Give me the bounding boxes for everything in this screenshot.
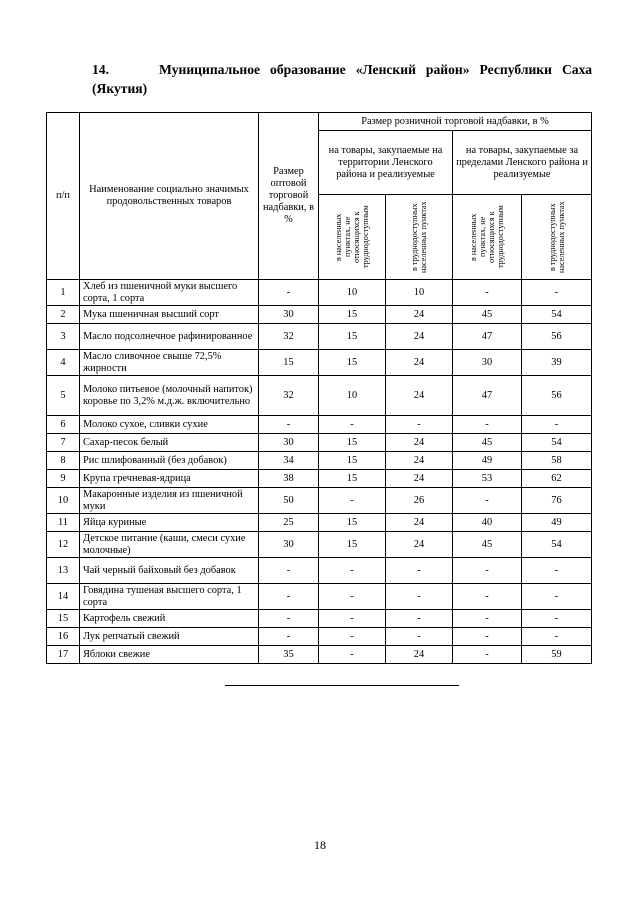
header-inside: на товары, закупаемые на территории Ленского района и реализуемые bbox=[319, 131, 453, 195]
cell-out-rem: 59 bbox=[522, 646, 592, 664]
cell-out-reg: 45 bbox=[453, 306, 522, 324]
cell-out-rem: - bbox=[522, 610, 592, 628]
cell-in-rem: 24 bbox=[386, 532, 453, 558]
cell-in-reg: 15 bbox=[319, 306, 386, 324]
cell-in-reg: - bbox=[319, 558, 386, 584]
cell-name: Молоко питьевое (молочный напиток) коровье по 3,2% м.д.ж. включительно bbox=[80, 376, 259, 416]
table-row bbox=[47, 610, 592, 628]
table-row bbox=[47, 434, 592, 452]
table-row bbox=[47, 376, 592, 416]
cell-out-rem: 54 bbox=[522, 532, 592, 558]
section-title-line1: Муниципальное образование «Ленский район» Республики Саха bbox=[159, 62, 592, 77]
cell-wholesale: 35 bbox=[259, 646, 319, 664]
cell-in-rem: 24 bbox=[386, 324, 453, 350]
cell-wholesale: 34 bbox=[259, 452, 319, 470]
cell-name: Говядина тушеная высшего сорта, 1 сорта bbox=[80, 584, 259, 610]
cell-wholesale: - bbox=[259, 584, 319, 610]
table-row bbox=[47, 452, 592, 470]
header-outside-regular-text: в населенных пунктах, не относящихся к труднодоступным bbox=[469, 205, 505, 269]
cell-out-reg: - bbox=[453, 646, 522, 664]
cell-in-rem: 24 bbox=[386, 452, 453, 470]
section-title-line2: (Якутия) bbox=[92, 81, 148, 96]
cell-in-reg: 15 bbox=[319, 324, 386, 350]
cell-wholesale: - bbox=[259, 280, 319, 306]
table-row bbox=[47, 280, 592, 306]
cell-in-reg: 15 bbox=[319, 434, 386, 452]
table-row bbox=[47, 324, 592, 350]
cell-name: Сахар-песок белый bbox=[80, 434, 259, 452]
cell-wholesale: 30 bbox=[259, 306, 319, 324]
cell-num: 6 bbox=[47, 416, 80, 434]
table-row bbox=[47, 416, 592, 434]
header-outside-remote bbox=[522, 195, 592, 280]
cell-num: 14 bbox=[47, 584, 80, 610]
markup-table bbox=[46, 112, 592, 664]
cell-wholesale: 38 bbox=[259, 470, 319, 488]
cell-out-reg: 40 bbox=[453, 514, 522, 532]
cell-out-reg: - bbox=[453, 280, 522, 306]
header-outside-remote-text: в труднодоступных населенных пунктах bbox=[547, 201, 566, 273]
cell-out-rem: 56 bbox=[522, 376, 592, 416]
cell-out-rem: 39 bbox=[522, 350, 592, 376]
cell-out-rem: 62 bbox=[522, 470, 592, 488]
cell-out-rem: 58 bbox=[522, 452, 592, 470]
cell-in-rem: - bbox=[386, 584, 453, 610]
cell-in-rem: 24 bbox=[386, 470, 453, 488]
cell-out-reg: 45 bbox=[453, 434, 522, 452]
table-row bbox=[47, 350, 592, 376]
cell-num: 12 bbox=[47, 532, 80, 558]
cell-num: 13 bbox=[47, 558, 80, 584]
cell-num: 7 bbox=[47, 434, 80, 452]
cell-out-rem: - bbox=[522, 280, 592, 306]
cell-in-rem: - bbox=[386, 416, 453, 434]
cell-wholesale: 32 bbox=[259, 376, 319, 416]
cell-wholesale: 15 bbox=[259, 350, 319, 376]
table-row bbox=[47, 584, 592, 610]
cell-in-reg: 15 bbox=[319, 350, 386, 376]
cell-in-rem: 24 bbox=[386, 514, 453, 532]
header-outside: на товары, закупаемые за пределами Ленского района и реализуемые bbox=[453, 131, 592, 195]
cell-num: 4 bbox=[47, 350, 80, 376]
cell-name: Рис шлифованный (без добавок) bbox=[80, 452, 259, 470]
cell-wholesale: - bbox=[259, 416, 319, 434]
table-row bbox=[47, 306, 592, 324]
table-body bbox=[47, 280, 592, 664]
cell-in-rem: 24 bbox=[386, 646, 453, 664]
cell-name: Яйца куриные bbox=[80, 514, 259, 532]
cell-in-reg: - bbox=[319, 416, 386, 434]
header-num: п/п bbox=[47, 113, 80, 280]
cell-num: 17 bbox=[47, 646, 80, 664]
cell-name: Крупа гречневая-ядрица bbox=[80, 470, 259, 488]
table-header bbox=[47, 113, 592, 280]
cell-in-rem: 24 bbox=[386, 376, 453, 416]
cell-num: 16 bbox=[47, 628, 80, 646]
cell-out-rem: - bbox=[522, 628, 592, 646]
page-number: 18 bbox=[314, 838, 326, 852]
cell-out-reg: - bbox=[453, 558, 522, 584]
header-inside-regular-text: в населенных пунктах, не относящихся к труднодоступным bbox=[334, 205, 370, 269]
cell-out-rem: - bbox=[522, 558, 592, 584]
cell-in-reg: 10 bbox=[319, 280, 386, 306]
cell-in-reg: - bbox=[319, 646, 386, 664]
cell-name: Масло подсолнечное рафинированное bbox=[80, 324, 259, 350]
cell-in-reg: - bbox=[319, 628, 386, 646]
cell-out-rem: 54 bbox=[522, 306, 592, 324]
cell-wholesale: 30 bbox=[259, 434, 319, 452]
cell-num: 1 bbox=[47, 280, 80, 306]
cell-wholesale: 50 bbox=[259, 488, 319, 514]
cell-out-reg: 30 bbox=[453, 350, 522, 376]
table-row bbox=[47, 514, 592, 532]
cell-out-rem: - bbox=[522, 416, 592, 434]
cell-in-reg: 15 bbox=[319, 532, 386, 558]
cell-wholesale: 32 bbox=[259, 324, 319, 350]
cell-num: 10 bbox=[47, 488, 80, 514]
table-row bbox=[47, 646, 592, 664]
header-wholesale: Размер оптовой торговой надбавки, в % bbox=[259, 113, 319, 280]
cell-out-reg: 53 bbox=[453, 470, 522, 488]
cell-in-rem: 24 bbox=[386, 434, 453, 452]
cell-in-rem: - bbox=[386, 628, 453, 646]
cell-num: 3 bbox=[47, 324, 80, 350]
header-inside-remote bbox=[386, 195, 453, 280]
cell-out-reg: 47 bbox=[453, 376, 522, 416]
cell-num: 15 bbox=[47, 610, 80, 628]
cell-name: Чай черный байховый без добавок bbox=[80, 558, 259, 584]
cell-in-reg: 15 bbox=[319, 470, 386, 488]
header-inside-remote-text: в труднодоступных населенных пунктах bbox=[410, 201, 428, 273]
header-outside-regular bbox=[453, 195, 522, 280]
cell-name: Картофель свежий bbox=[80, 610, 259, 628]
cell-wholesale: - bbox=[259, 558, 319, 584]
cell-num: 11 bbox=[47, 514, 80, 532]
table-row bbox=[47, 558, 592, 584]
section-number: 14. bbox=[92, 62, 109, 77]
cell-name: Макаронные изделия из пшеничной муки bbox=[80, 488, 259, 514]
cell-num: 9 bbox=[47, 470, 80, 488]
cell-in-rem: 10 bbox=[386, 280, 453, 306]
cell-out-reg: 49 bbox=[453, 452, 522, 470]
cell-name: Молоко сухое, сливки сухие bbox=[80, 416, 259, 434]
cell-num: 5 bbox=[47, 376, 80, 416]
cell-out-reg: - bbox=[453, 610, 522, 628]
cell-name: Масло сливочное свыше 72,5% жирности bbox=[80, 350, 259, 376]
header-retail: Размер розничной торговой надбавки, в % bbox=[319, 113, 592, 131]
cell-out-rem: 49 bbox=[522, 514, 592, 532]
cell-wholesale: - bbox=[259, 628, 319, 646]
cell-in-reg: 15 bbox=[319, 514, 386, 532]
cell-out-reg: - bbox=[453, 584, 522, 610]
table-row bbox=[47, 532, 592, 558]
cell-out-rem: 56 bbox=[522, 324, 592, 350]
cell-num: 2 bbox=[47, 306, 80, 324]
cell-out-reg: - bbox=[453, 416, 522, 434]
cell-in-rem: - bbox=[386, 610, 453, 628]
cell-in-rem: 24 bbox=[386, 350, 453, 376]
cell-num: 8 bbox=[47, 452, 80, 470]
cell-name: Лук репчатый свежий bbox=[80, 628, 259, 646]
cell-name: Мука пшеничная высший сорт bbox=[80, 306, 259, 324]
cell-in-rem: 24 bbox=[386, 306, 453, 324]
footnote-rule bbox=[225, 685, 459, 686]
cell-out-rem: 76 bbox=[522, 488, 592, 514]
cell-in-reg: - bbox=[319, 488, 386, 514]
cell-out-rem: 54 bbox=[522, 434, 592, 452]
cell-out-reg: 47 bbox=[453, 324, 522, 350]
header-name: Наименование социально значимых продовольственных товаров bbox=[80, 113, 259, 280]
section-heading bbox=[92, 60, 592, 98]
cell-out-reg: - bbox=[453, 488, 522, 514]
cell-in-reg: 10 bbox=[319, 376, 386, 416]
header-inside-regular bbox=[319, 195, 386, 280]
table-row bbox=[47, 628, 592, 646]
cell-in-rem: - bbox=[386, 558, 453, 584]
cell-in-reg: - bbox=[319, 610, 386, 628]
table-row bbox=[47, 488, 592, 514]
cell-wholesale: 30 bbox=[259, 532, 319, 558]
cell-in-reg: 15 bbox=[319, 452, 386, 470]
cell-wholesale: 25 bbox=[259, 514, 319, 532]
cell-in-reg: - bbox=[319, 584, 386, 610]
cell-out-reg: - bbox=[453, 628, 522, 646]
cell-name: Детское питание (каши, смеси сухие молочные) bbox=[80, 532, 259, 558]
cell-name: Яблоки свежие bbox=[80, 646, 259, 664]
cell-name: Хлеб из пшеничной муки высшего сорта, 1 сорта bbox=[80, 280, 259, 306]
cell-wholesale: - bbox=[259, 610, 319, 628]
cell-out-reg: 45 bbox=[453, 532, 522, 558]
table-row bbox=[47, 470, 592, 488]
cell-in-rem: 26 bbox=[386, 488, 453, 514]
cell-out-rem: - bbox=[522, 584, 592, 610]
